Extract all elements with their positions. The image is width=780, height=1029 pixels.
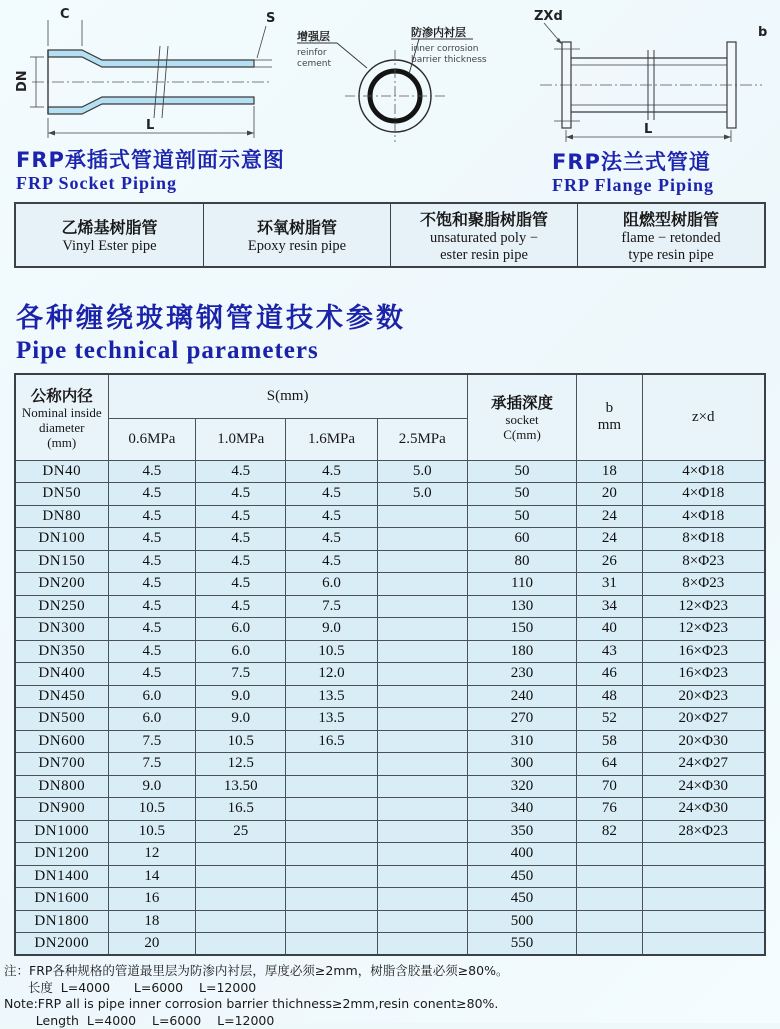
table-cell: DN100 — [15, 528, 108, 551]
table-cell — [377, 595, 467, 618]
table-cell — [377, 843, 467, 866]
table-cell: 34 — [577, 595, 642, 618]
header-b-line2: mm — [579, 417, 639, 434]
table-cell: 450 — [467, 888, 577, 911]
table-cell: 4.5 — [108, 505, 196, 528]
table-cell: 450 — [467, 865, 577, 888]
table-cell — [642, 843, 765, 866]
table-cell: 340 — [467, 798, 577, 821]
table-cell: 28×Φ23 — [642, 820, 765, 843]
table-cell: 10.5 — [286, 640, 378, 663]
table-cell: 24 — [577, 528, 642, 551]
table-cell — [377, 573, 467, 596]
table-cell: 20×Φ30 — [642, 730, 765, 753]
table-row — [15, 595, 765, 618]
table-cell — [196, 888, 286, 911]
table-cell: 10.5 — [108, 820, 196, 843]
pipe-type-en: type resin pipe — [628, 247, 713, 264]
table-cell: 270 — [467, 708, 577, 731]
reinforcement-layer-label-en2: cement — [297, 59, 331, 69]
table-cell: 12 — [108, 843, 196, 866]
table-cell: DN500 — [15, 708, 108, 731]
table-cell — [377, 663, 467, 686]
table-cell: 14 — [108, 865, 196, 888]
table-cell: DN2000 — [15, 933, 108, 956]
table-cell: 4×Φ18 — [642, 460, 765, 483]
table-cell: 20×Φ23 — [642, 685, 765, 708]
table-cell: 320 — [467, 775, 577, 798]
table-cell — [196, 843, 286, 866]
table-cell — [377, 618, 467, 641]
table-cell: 6.0 — [108, 685, 196, 708]
table-cell: 18 — [108, 910, 196, 933]
table-cell — [286, 753, 378, 776]
table-cell — [377, 708, 467, 731]
section-title-en: Pipe technical parameters — [16, 337, 780, 365]
table-cell: 64 — [577, 753, 642, 776]
table-cell: 18 — [577, 460, 642, 483]
table-cell: 12×Φ23 — [642, 595, 765, 618]
table-row — [15, 820, 765, 843]
table-cell: 16×Φ23 — [642, 663, 765, 686]
notes-section — [4, 963, 780, 1029]
table-cell: 4.5 — [108, 460, 196, 483]
table-row — [15, 933, 765, 956]
table-cell — [577, 843, 642, 866]
table-cell — [642, 933, 765, 956]
table-cell — [377, 730, 467, 753]
table-cell: 25 — [196, 820, 286, 843]
header-nominal-zh: 公称内径 — [18, 384, 106, 406]
table-cell: 60 — [467, 528, 577, 551]
table-cell: 20 — [108, 933, 196, 956]
table-cell: 10.5 — [196, 730, 286, 753]
socket-piping-title — [16, 148, 285, 195]
table-cell: 46 — [577, 663, 642, 686]
table-cell — [577, 910, 642, 933]
table-cell: 110 — [467, 573, 577, 596]
pipe-type-en: Vinyl Ester pipe — [62, 238, 156, 255]
table-cell: DN1600 — [15, 888, 108, 911]
table-row — [15, 573, 765, 596]
table-cell: 4.5 — [196, 528, 286, 551]
reinforcement-layer-label-en1: reinfor — [297, 48, 327, 58]
note-line-zh-length: 长度 L=4000 L=6000 L=12000 — [4, 980, 780, 997]
note-line-en-length: Length L=4000 L=6000 L=12000 — [4, 1013, 780, 1029]
table-row — [15, 528, 765, 551]
table-cell: DN200 — [15, 573, 108, 596]
table-cell — [196, 865, 286, 888]
table-cell: DN80 — [15, 505, 108, 528]
table-cell: 130 — [467, 595, 577, 618]
table-cell — [286, 933, 378, 956]
table-row — [15, 843, 765, 866]
table-cell: 31 — [577, 573, 642, 596]
table-cell — [377, 910, 467, 933]
table-cell: 8×Φ23 — [642, 573, 765, 596]
table-cell: 50 — [467, 505, 577, 528]
table-cell: 500 — [467, 910, 577, 933]
flange-piping-title-zh: FRP法兰式管道 — [552, 150, 714, 175]
table-cell — [196, 910, 286, 933]
header-b — [577, 374, 642, 460]
table-cell: 50 — [467, 483, 577, 506]
table-cell: 9.0 — [196, 685, 286, 708]
table-cell: 150 — [467, 618, 577, 641]
table-cell: 16.5 — [196, 798, 286, 821]
table-cell — [577, 933, 642, 956]
table-cell: 4.5 — [108, 663, 196, 686]
table-cell — [577, 865, 642, 888]
table-cell: 48 — [577, 685, 642, 708]
table-cell: 4.5 — [196, 460, 286, 483]
table-cell: 4×Φ18 — [642, 505, 765, 528]
table-row — [15, 910, 765, 933]
table-row — [15, 753, 765, 776]
table-cell — [286, 820, 378, 843]
table-cell: 6.0 — [286, 573, 378, 596]
table-cell: 4.5 — [108, 640, 196, 663]
table-cell: 9.0 — [286, 618, 378, 641]
table-cell: 550 — [467, 933, 577, 956]
table-cell: 12×Φ23 — [642, 618, 765, 641]
table-cell: 24 — [577, 505, 642, 528]
header-nominal-en1: Nominal inside — [18, 406, 106, 421]
barrier-layer-label-zh: 防渗内衬层 — [411, 25, 466, 39]
pipe-type-unsaturated-polyester — [390, 204, 577, 266]
table-cell — [377, 685, 467, 708]
table-cell: 16×Φ23 — [642, 640, 765, 663]
table-cell — [377, 775, 467, 798]
pipe-type-epoxy — [203, 204, 390, 266]
header-s-label: S(mm) — [267, 388, 309, 404]
table-cell: 4.5 — [108, 595, 196, 618]
header-b-line1: b — [579, 400, 639, 417]
header-nominal-en3: (mm) — [18, 436, 106, 451]
table-cell: DN600 — [15, 730, 108, 753]
table-cell: DN400 — [15, 663, 108, 686]
pipe-type-zh: 不饱和聚脂树脂管 — [420, 207, 548, 230]
pipe-type-en: flame − retonded — [621, 230, 720, 247]
table-cell: 6.0 — [196, 640, 286, 663]
table-cell — [377, 865, 467, 888]
table-cell: 230 — [467, 663, 577, 686]
table-cell: 4.5 — [108, 618, 196, 641]
table-cell: 6.0 — [196, 618, 286, 641]
dim-s-label: S — [266, 11, 275, 26]
table-cell: 7.5 — [108, 730, 196, 753]
table-cell: 13.5 — [286, 685, 378, 708]
pipe-cross-section-drawing — [293, 22, 489, 144]
header-socket-zh: 承插深度 — [470, 391, 575, 413]
table-cell — [377, 888, 467, 911]
table-cell: 4.5 — [286, 505, 378, 528]
table-cell — [642, 888, 765, 911]
table-cell — [286, 798, 378, 821]
header-zxd — [642, 374, 765, 460]
table-cell — [286, 865, 378, 888]
table-cell: 400 — [467, 843, 577, 866]
header-nominal-en2: diameter — [18, 421, 106, 436]
table-row — [15, 663, 765, 686]
flange-piping-title-en: FRP Flange Piping — [552, 175, 714, 197]
table-cell: 4.5 — [196, 550, 286, 573]
dim-zxd-label: ZXd — [534, 9, 563, 24]
dim-l-label: L — [146, 118, 154, 133]
table-cell: 80 — [467, 550, 577, 573]
table-cell: 7.5 — [196, 663, 286, 686]
table-cell: 13.5 — [286, 708, 378, 731]
table-row — [15, 483, 765, 506]
note-line-zh: 注：FRP各种规格的管道最里层为防渗内衬层，厚度必须≥2mm，树脂含胶量必须≥80%。 — [4, 963, 780, 980]
table-cell: DN800 — [15, 775, 108, 798]
header-socket-depth — [467, 374, 577, 460]
table-header — [15, 374, 765, 460]
table-row — [15, 775, 765, 798]
table-cell — [377, 753, 467, 776]
table-cell: DN1000 — [15, 820, 108, 843]
table-cell: 52 — [577, 708, 642, 731]
table-cell: 300 — [467, 753, 577, 776]
table-cell: 4.5 — [108, 528, 196, 551]
dim-c-label: C — [60, 7, 70, 22]
table-cell — [286, 843, 378, 866]
table-cell: 20 — [577, 483, 642, 506]
table-cell: 7.5 — [108, 753, 196, 776]
pipe-type-zh: 乙烯基树脂管 — [61, 215, 157, 238]
table-cell: DN250 — [15, 595, 108, 618]
reinforcement-layer-label-zh: 增强层 — [297, 29, 330, 43]
table-cell: 24×Φ27 — [642, 753, 765, 776]
header-socket-en: socket — [470, 413, 575, 428]
table-row — [15, 888, 765, 911]
header-zxd-label: z×d — [692, 409, 715, 425]
pipe-type-zh: 阻燃型树脂管 — [623, 207, 719, 230]
table-cell — [286, 910, 378, 933]
table-cell — [377, 798, 467, 821]
table-cell: 26 — [577, 550, 642, 573]
table-cell — [377, 528, 467, 551]
drawings-section — [0, 0, 780, 200]
table-cell: 10.5 — [108, 798, 196, 821]
pipe-parameters-table — [14, 373, 766, 956]
dim-l2-label: L — [644, 122, 652, 137]
table-row — [15, 730, 765, 753]
table-cell — [377, 933, 467, 956]
table-cell: 24×Φ30 — [642, 775, 765, 798]
table-cell — [286, 775, 378, 798]
table-cell — [196, 933, 286, 956]
table-row — [15, 865, 765, 888]
table-row — [15, 618, 765, 641]
table-cell: 5.0 — [377, 460, 467, 483]
table-cell: 8×Φ23 — [642, 550, 765, 573]
pipe-type-en: ester resin pipe — [440, 247, 528, 264]
table-cell: 16.5 — [286, 730, 378, 753]
table-cell: 350 — [467, 820, 577, 843]
section-title-zh: 各种缠绕玻璃钢管道技术参数 — [16, 296, 780, 335]
table-cell: 9.0 — [196, 708, 286, 731]
table-cell — [377, 820, 467, 843]
table-row — [15, 685, 765, 708]
table-cell: 4.5 — [196, 595, 286, 618]
table-cell: 4.5 — [286, 483, 378, 506]
table-cell: 40 — [577, 618, 642, 641]
barrier-layer-label-en1: inner corrosion — [411, 44, 478, 54]
table-cell: 82 — [577, 820, 642, 843]
table-cell: 16 — [108, 888, 196, 911]
table-row — [15, 640, 765, 663]
socket-pipe-drawing — [10, 6, 294, 144]
table-cell: DN1400 — [15, 865, 108, 888]
table-cell: 24×Φ30 — [642, 798, 765, 821]
table-cell: 50 — [467, 460, 577, 483]
table-cell: 4.5 — [108, 550, 196, 573]
header-nominal-diameter — [15, 374, 108, 460]
pipe-type-vinyl-ester — [16, 204, 203, 266]
table-cell: 58 — [577, 730, 642, 753]
table-cell: 4.5 — [286, 528, 378, 551]
pipe-type-zh: 环氧树脂管 — [257, 215, 337, 238]
header-pressure-25: 2.5MPa — [377, 418, 467, 460]
table-cell: 4.5 — [196, 573, 286, 596]
flange-pipe-drawing — [522, 6, 774, 148]
table-cell: DN1200 — [15, 843, 108, 866]
note-line-en: Note:FRP all is pipe inner corrosion barrier thichness≥2mm,resin conent≥80%. — [4, 996, 780, 1013]
table-cell: 12.0 — [286, 663, 378, 686]
table-cell — [377, 505, 467, 528]
table-cell: 4.5 — [108, 573, 196, 596]
table-cell: 9.0 — [108, 775, 196, 798]
table-cell: 180 — [467, 640, 577, 663]
table-cell: 76 — [577, 798, 642, 821]
header-pressure-10: 1.0MPa — [196, 418, 286, 460]
table-cell: 13.50 — [196, 775, 286, 798]
table-row — [15, 505, 765, 528]
table-cell: 12.5 — [196, 753, 286, 776]
table-cell: DN40 — [15, 460, 108, 483]
table-cell: 6.0 — [108, 708, 196, 731]
flange-piping-title — [552, 150, 714, 197]
table-cell — [577, 888, 642, 911]
table-row — [15, 708, 765, 731]
pipe-type-en: Epoxy resin pipe — [248, 238, 346, 255]
header-pressure-06: 0.6MPa — [108, 418, 196, 460]
table-cell — [377, 550, 467, 573]
table-cell: DN450 — [15, 685, 108, 708]
table-cell: 240 — [467, 685, 577, 708]
section-title — [16, 296, 780, 365]
table-cell: DN50 — [15, 483, 108, 506]
table-cell: DN900 — [15, 798, 108, 821]
table-cell: 43 — [577, 640, 642, 663]
header-s-group — [108, 374, 467, 418]
table-cell: 4.5 — [196, 505, 286, 528]
table-cell: 70 — [577, 775, 642, 798]
dim-b-label: b — [758, 25, 767, 40]
header-socket-c: C(mm) — [470, 428, 575, 443]
table-cell: 4×Φ18 — [642, 483, 765, 506]
table-cell — [286, 888, 378, 911]
table-cell: DN300 — [15, 618, 108, 641]
table-cell — [642, 910, 765, 933]
table-cell: 4.5 — [196, 483, 286, 506]
socket-piping-title-zh: FRP承插式管道剖面示意图 — [16, 148, 285, 173]
table-body — [15, 460, 765, 955]
table-row — [15, 460, 765, 483]
barrier-layer-label-en2: barrier thickness — [411, 55, 487, 65]
pipe-types-table — [14, 202, 766, 268]
table-cell: 310 — [467, 730, 577, 753]
table-cell: DN350 — [15, 640, 108, 663]
pipe-type-flame-retarded — [577, 204, 764, 266]
table-cell — [377, 640, 467, 663]
table-cell: DN150 — [15, 550, 108, 573]
table-cell: DN700 — [15, 753, 108, 776]
table-cell: 7.5 — [286, 595, 378, 618]
socket-piping-title-en: FRP Socket Piping — [16, 173, 285, 195]
table-cell: DN1800 — [15, 910, 108, 933]
table-cell: 20×Φ27 — [642, 708, 765, 731]
pipe-type-en: unsaturated poly − — [430, 230, 538, 247]
header-pressure-16: 1.6MPa — [286, 418, 378, 460]
table-row — [15, 550, 765, 573]
table-cell — [642, 865, 765, 888]
table-cell: 8×Φ18 — [642, 528, 765, 551]
dim-dn-label: DN — [15, 70, 30, 92]
table-cell: 4.5 — [108, 483, 196, 506]
table-row — [15, 798, 765, 821]
table-cell: 5.0 — [377, 483, 467, 506]
table-cell: 4.5 — [286, 460, 378, 483]
table-cell: 4.5 — [286, 550, 378, 573]
